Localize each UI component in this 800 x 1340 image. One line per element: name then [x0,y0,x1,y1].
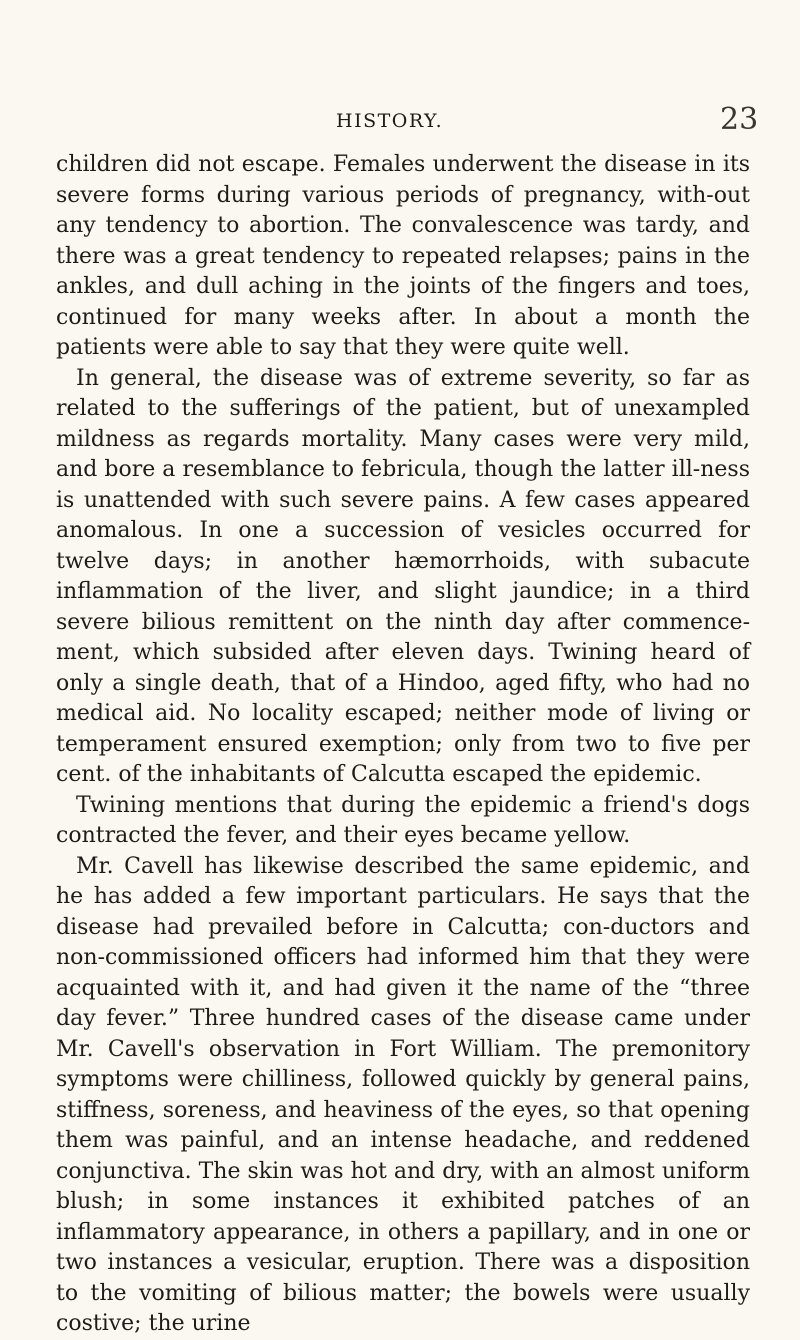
paragraph-4: Mr. Cavell has likewise described the same epidemic, and he has added a few important particulars. He says that the disease had prevailed before in Calcutta; con-ductors and non-commissioned officers had informed him that they were acquainted with it, and had given it the name of the “three day fever.” Three hundred cases of the disease came under Mr. Cavell's observation in Fort William. The premonitory symptoms were chilliness, followed quickly by general pains, stiffness, soreness, and heaviness of the eyes, so that opening them was painful, and an intense headache, and reddened conjunctiva. The skin was hot and dry, with an almost uniform blush; in some instances it exhibited patches of an inflammatory appearance, in others a papillary, and in one or two instances a vesicular, eruption. There was a disposition to the vomiting of bilious matter; the bowels were usually costive; the urine [56,853,750,1336]
paragraph-2: In general, the disease was of extreme severity, so far as related to the sufferings of the patient, but of unexampled mildness as regards mortality. Many cases were very mild, and bore a resemblance to febricula, though the latter ill-ness is unattended with such severe pains. A few cases appeared anomalous. In one a succession of vesicles occurred for twelve days; in another hæmorrhoids, with subacute inflammation of the liver, and slight jaundice; in a third severe bilious remittent on the ninth day after commence-ment, which subsided after eleven days. Twining heard of only a single death, that of a Hindoo, aged fifty, who had no medical aid. No locality escaped; neither mode of living or temperament ensured exemption; only from two to five per cent. of the inhabitants of Calcutta escaped the epidemic. [56,365,750,787]
paragraph-1: children did not escape. Females underwent the disease in its severe forms during various periods of pregnancy, with-out any tendency to abortion. The convalescence was tardy, and there was a great tendency to repeated relapses; pains in the ankles, and dull aching in the joints of the fingers and toes, continued for many weeks after. In about a month the patients were able to say that they were quite well. [56,152,750,360]
paragraph-3: Twining mentions that during the epidemic a friend's dogs contracted the fever, and their eyes became yellow. [56,792,750,848]
page-number: 23 [720,102,759,137]
body-text [56,150,750,1340]
running-head: HISTORY. [336,110,444,132]
